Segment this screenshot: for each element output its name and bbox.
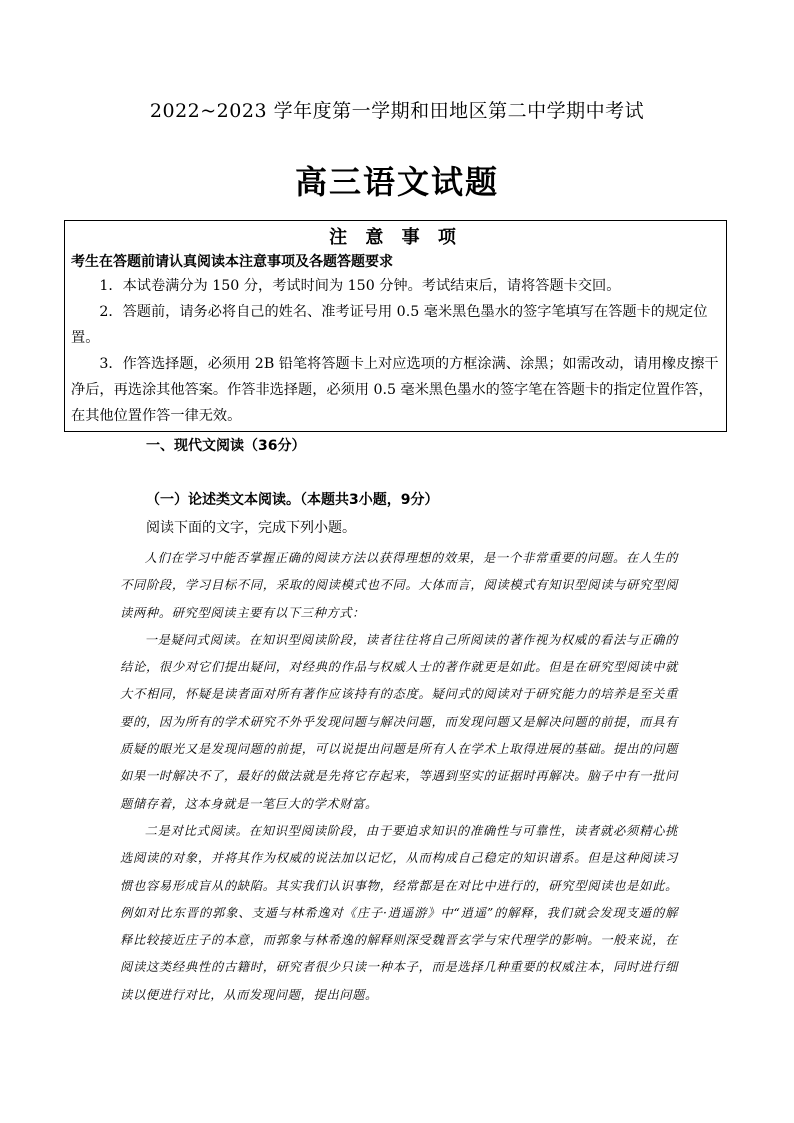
notice-box [64, 220, 727, 432]
subject-title: 高三语文试题 [294, 163, 499, 201]
passage-paragraph: 二是对比式阅读。在知识型阅读阶段，由于要追求知识的准确性与可靠性，读者就必须精心挑选阅读的对象，并将其作为权威的说法加以记忆，从而构成自己稳定的知识谱系。但是这种阅读习惯也容易形成盲从的缺陷。其实我们认识事物，经常都是在对比中进行的，研究型阅读也是如此。例如对比东晋的郭象、支遁与林希逸对《庄子·逍遥游》中“逍遥”的解释，我们就会发现支遁的解释比较接近庄子的本意，而郭象与林希逸的解释则深受魏晋玄学与宋代理学的影响。一般来说，在阅读这类经典性的古籍时，研究者很少只读一种本子，而是选择几种重要的权威注本，同时进行细读以便进行对比，从而发现问题，提出问题。 [120, 823, 678, 1002]
notice-subheading: 考生在答题前请认真阅读本注意事项及各题答题要求 [71, 254, 393, 270]
reading-instruction: 阅读下面的文字，完成下列小题。 [146, 520, 356, 536]
exam-title: 2022~2023 学年度第一学期和田地区第二中学期中考试 [149, 100, 645, 122]
reading-passage [120, 545, 678, 1009]
notice-item: 2．答题前，请务必将自己的姓名、准考证号用 0.5 毫米黑色墨水的签字笔填写在答题卡的规定位置。 [71, 304, 708, 346]
section-heading: 一、现代文阅读（36分） [146, 438, 306, 454]
notice-item: 1．本试卷满分为 150 分，考试时间为 150 分钟。考试结束后，请将答题卡交回。 [99, 278, 621, 294]
notice-heading: 注 意 事 项 [329, 227, 462, 248]
notice-item: 3．作答选择题，必须用 2B 铅笔将答题卡上对应选项的方框涂满、涂黑；如需改动，请用橡皮擦干净后，再选涂其他答案。作答非选择题，必须用 0.5 毫米黑色墨水的签字笔在答题卡的指定位置作答，在其他位置作答一律无效。 [71, 356, 719, 424]
passage-paragraph: 人们在学习中能否掌握正确的阅读方法以获得理想的效果，是一个非常重要的问题。在人生的不同阶段，学习目标不同，采取的阅读模式也不同。大体而言，阅读模式有知识型阅读与研究型阅读两种。研究型阅读主要有以下三种方式： [120, 551, 678, 620]
subsection-heading: （一）论述类文本阅读。（本题共3小题，9分） [146, 492, 439, 508]
passage-paragraph: 一是疑问式阅读。在知识型阅读阶段，读者往往将自己所阅读的著作视为权威的看法与正确的结论，很少对它们提出疑问，对经典的作品与权威人士的著作就更是如此。但是在研究型阅读中就大不相同，怀疑是读者面对所有著作应该持有的态度。疑问式的阅读对于研究能力的培养是至关重要的，因为所有的学术研究不外乎发现问题与解决问题，而发现问题又是解决问题的前提，而具有质疑的眼光又是发现问题的前提，可以说提出问题是所有人在学术上取得进展的基础。提出的问题如果一时解决不了，最好的做法就是先将它存起来，等遇到坚实的证据时再解决。脑子中有一批问题储存着，这本身就是一笔巨大的学术财富。 [120, 632, 678, 811]
